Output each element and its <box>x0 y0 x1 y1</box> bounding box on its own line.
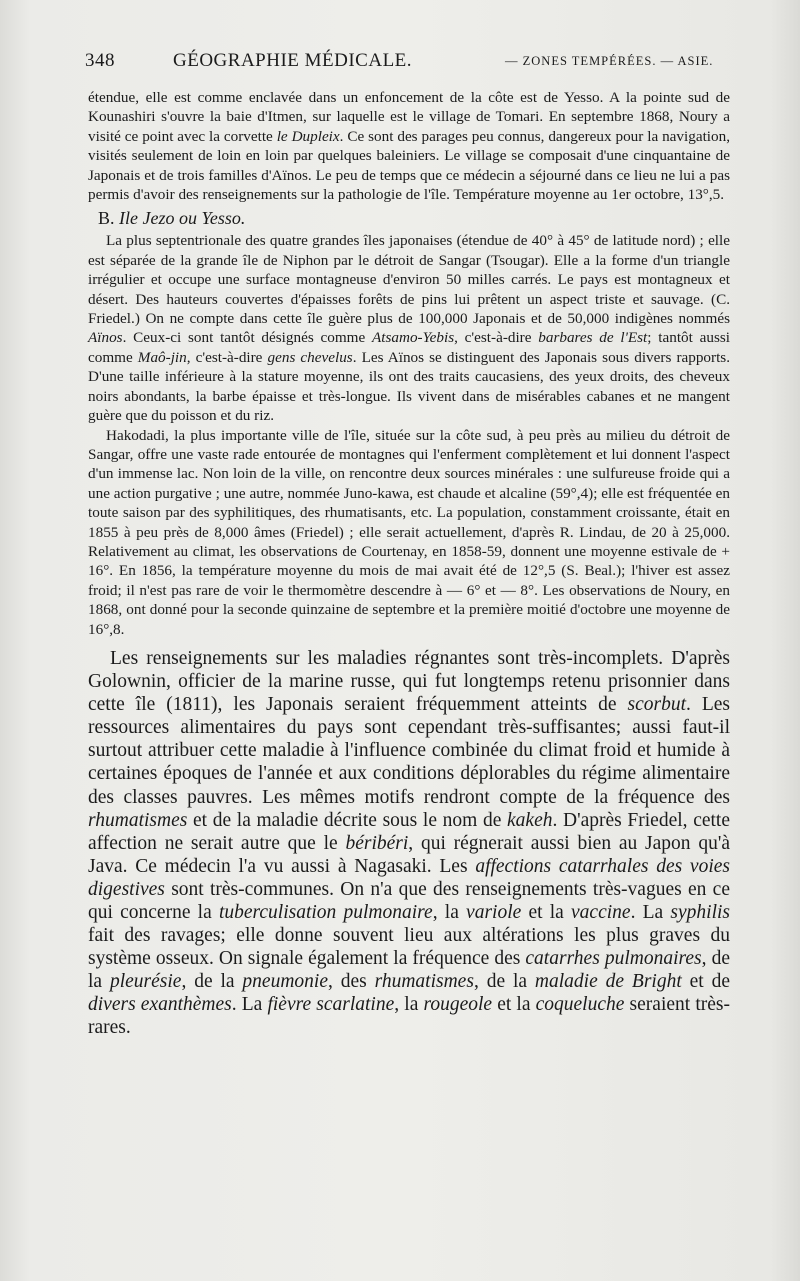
paragraph-maladies: Les renseignements sur les maladies régnantes sont très-incomplets. D'après Golownin, officier de la marine russe, qui fut longtemps retenu prisonnier dans cette île (1811), les Japonais seraient fréquemment atteints de scorbut. Les ressources alimentaires du pays sont cependant très-suffisantes; aussi faut-il surtout attribuer cette maladie à l'influence combinée du climat froid et humide à certaines époques de l'année et aux conditions déplorables du régime alimentaire des classes pauvres. Les mêmes motifs rendront compte de la fréquence des rhumatismes et de la maladie décrite sous le nom de kakeh. D'après Friedel, cette affection ne serait autre que le béribéri, qui régnerait aussi bien au Japon qu'à Java. Ce médecin l'a vu aussi à Nagasaki. Les affections catarrhales des voies digestives sont très-communes. On n'a que des renseignements très-vagues en ce qui concerne la tuberculisation pulmonaire, la variole et la vaccine. La syphilis fait des ravages; elle donne souvent lieu aux altérations les plus graves du système osseux. On signale également la fréquence des catarrhes pulmonaires, de la pleurésie, de la pneumonie, des rhumatismes, de la maladie de Bright et de divers exanthèmes. La fièvre scarlatine, la rougeole et la coqueluche seraient très-rares. <box>88 647 731 1039</box>
page-number: 348 <box>85 50 115 71</box>
paragraph-hakodadi: Hakodadi, la plus importante ville de l'île, située sur la côte sud, à peu près au milieu du détroit de Sangar, offre une vaste rade entourée de montagnes qui l'enferment complètement et lui donnent l'aspect d'un immense lac. Non loin de la ville, on rencontre deux sources minérales : une sulfureuse froide qui a une action purgative ; une autre, nommée Juno-kawa, est chaude et alcaline (59°,4); elle est fréquentée en toute saison par des syphilitiques, des rhumatisants, etc. La population, constamment croissante, était en 1855 à peu près de 8,000 âmes (Friedel) ; elle serait actuellement, d'après R. Lindau, de 20 à 25,000. Relativement au climat, les observations de Courtenay, en 1858-59, donnent une moyenne estivale de + 16°. En 1856, la température moyenne du mois de mai avait été de 12°,5 (S. Beal.); l'hiver est assez froid; il n'est pas rare de voir le thermomètre descendre à — 6° et — 8°. Les observations de Noury, en 1868, ont donné pour la seconde quinzaine de septembre et la première moitié d'octobre une moyenne de 16°,8. <box>88 426 730 638</box>
running-header <box>85 50 725 78</box>
section-heading: B. Ile Jezo ou Yesso. <box>98 208 246 229</box>
small-print-block <box>88 88 730 639</box>
running-subtitle: — ZONES TEMPÉRÉES. — ASIE. <box>505 54 714 68</box>
paragraph-kounashiri: étendue, elle est comme enclavée dans un enfoncement de la côte est de Yesso. A la pointe sud de Kounashiri s'ouvre la baie d'Itmen, sur laquelle est le village de Tomari. En septembre 1868, Noury a visité ce point avec la corvette le Dupleix. Ce sont des parages peu connus, dangereux pour la navigation, visités seulement de loin en loin par quelques baleiniers. Le village se composait d'une cinquantaine de Japonais et de trois familles d'Aïnos. Le peu de temps que ce médecin a séjourné dans ce lieu ne lui a pas permis d'avoir des renseignements sur la pathologie de l'île. Température moyenne au 1er octobre, 13°,5. <box>88 89 730 204</box>
running-title: GÉOGRAPHIE MÉDICALE. <box>173 50 413 71</box>
paragraph-yesso-geography: La plus septentrionale des quatre grandes îles japonaises (étendue de 40° à 45° de latitude nord) ; elle est séparée de la grande île de Niphon par le détroit de Sangar (Tsougar). Elle a la forme d'un triangle irrégulier et occupe une surface montagneuse d'environ 50 milles carrés. Le pays est montagneux et désert. Des hauteurs couvertes d'épaisses forêts de pins lui prêtent un aspect triste et sauvage. (C. Friedel.) On ne compte dans cette île guère plus de 100,000 Japonais et de 50,000 indigènes nommés Aïnos. Ceux-ci sont tantôt désignés comme Atsamo-Yebis, c'est-à-dire barbares de l'Est; tantôt aussi comme Maô-jin, c'est-à-dire gens chevelus. Les Aïnos se distinguent des Japonais sous divers rapports. D'une taille inférieure à la stature moyenne, ils ont des traits caucasiens, des yeux droits, des cheveux noirs abondants, la barbe épaisse et très-longue. Ils vivent dans de misérables cabanes et ne mangent guère que du poisson et du riz. <box>88 232 731 425</box>
page-body <box>88 88 730 1040</box>
large-print-block <box>88 647 730 1040</box>
ship-name: le Dupleix <box>276 127 340 145</box>
